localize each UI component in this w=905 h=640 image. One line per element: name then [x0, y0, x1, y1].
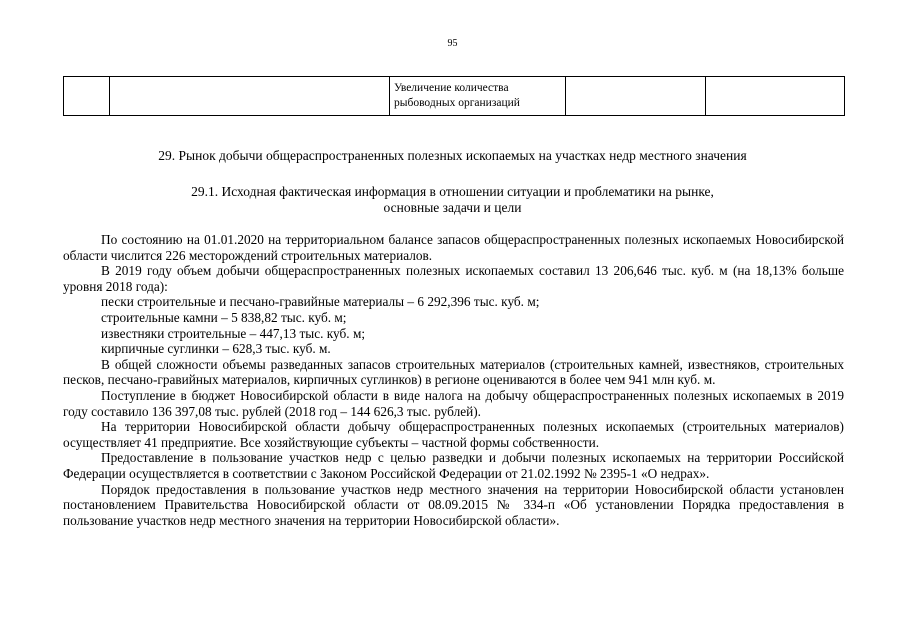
paragraph: В 2019 году объем добычи общераспространенных полезных ископаемых составил 13 206,646 тыс. куб. м (на 18,13% больше уровня 2018 года):: [63, 263, 844, 294]
list-item: строительные камни – 5 838,82 тыс. куб. м;: [101, 309, 347, 325]
paragraph: Порядок предоставления в пользование участков недр местного значения на территории Новосибирской области установлен постановлением Правительства Новосибирской области от 08.09.2015 № 334-п «Об установлении Порядка предоставления в пользование участков недр местного значения на территории Новосибирской области».: [63, 481, 844, 528]
body-text: [63, 232, 844, 528]
paragraph: Поступление в бюджет Новосибирской области в виде налога на добычу общераспространенных полезных ископаемых в 2019 году составило 136 397,08 тыс. рублей (2018 год – 144 626,3 тыс. рублей).: [63, 387, 844, 419]
table-cell: [110, 77, 390, 116]
table-cell: Увеличение количества рыбоводных организаций: [390, 77, 566, 116]
table-cell: [64, 77, 110, 116]
list-item: известняки строительные – 447,13 тыс. куб. м;: [101, 325, 366, 341]
list-item: кирпичные суглинки – 628,3 тыс. куб. м.: [101, 341, 331, 357]
paragraph: По состоянию на 01.01.2020 на территориальном балансе запасов общераспространенных полезных ископаемых Новосибирской области числится 226 месторождений строительных материалов.: [63, 232, 844, 263]
table-cell: [706, 77, 845, 116]
page-number: 95: [447, 38, 458, 49]
table-cell: [566, 77, 706, 116]
table-row: [64, 77, 845, 116]
paragraph: Предоставление в пользование участков недр с целью разведки и добычи полезных ископаемых на территории Российской Федерации осуществляется в соответствии с Законом Российской Федерации от 21.02.1992 № 2395-1 «О недрах».: [63, 450, 844, 481]
list-item: пески строительные и песчано-гравийные материалы – 6 292,396 тыс. куб. м;: [101, 294, 540, 310]
subsection-title: [0, 184, 905, 216]
subsection-title-line-1: 29.1. Исходная фактическая информация в отношении ситуации и проблематики на рынке,: [191, 184, 714, 199]
subsection-title-line-2: основные задачи и цели: [383, 200, 522, 215]
section-title: 29. Рынок добычи общераспространенных полезных ископаемых на участках недр местного значения: [158, 148, 747, 163]
continuation-table: [63, 76, 845, 116]
paragraph: В общей сложности объемы разведанных запасов строительных материалов (строительных камней, известняков, строительных песков, песчано-гравийных материалов, кирпичных суглинков) в регионе оцениваются в более чем 941 млн куб. м.: [63, 356, 844, 388]
paragraph: На территории Новосибирской области добычу общераспространенных полезных ископаемых (строительных материалов) осуществляет 41 предприятие. Все хозяйствующие субъекты – частной формы собственности.: [63, 419, 844, 450]
